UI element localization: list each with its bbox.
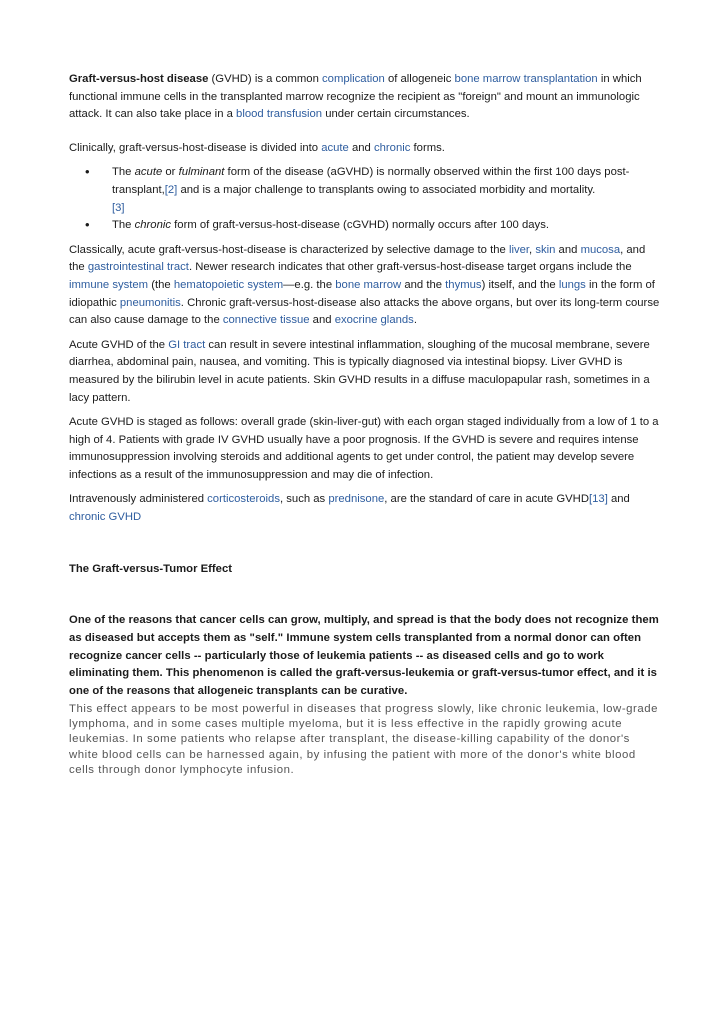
citation-link-3[interactable]: [3]: [112, 201, 125, 214]
link-pneumonitis[interactable]: pneumonitis: [119, 296, 181, 309]
link-skin[interactable]: skin: [535, 243, 556, 256]
classification-paragraph: Clinically, graft-versus-host-disease is divided into acute and chronic forms.: [69, 141, 445, 154]
citation-link-13[interactable]: [13]: [588, 493, 608, 506]
intro-paragraph: Graft-versus-host disease (GVHD) is a common complication of allogeneic bone marrow transplantation in which functional immune cells in the transplanted marrow recognize the recipient as "foreign" and mount an immunologic attack. It can also take place in a blood transfusion under certain circumstances.: [69, 73, 642, 121]
bullet-icon: •: [85, 164, 90, 180]
link-chronic[interactable]: chronic: [373, 141, 411, 154]
link-complication[interactable]: complication: [322, 73, 385, 85]
gvt-bold-paragraph: One of the reasons that cancer cells can grow, multiply, and spread is that the body does not recognize them as diseased but accepts them as "self." Immune system cells transplanted from a normal donor can often recognize cancer cells -- particularly those of leukemia patients -- as diseased cells and go to work eliminating them. This phenomenon is called the graft-versus-leukemia or graft-versus-tumor effect, and it is one of the reasons that allogeneic transplants can be curative.: [69, 614, 659, 698]
link-blood-transfusion[interactable]: blood transfusion: [236, 108, 323, 121]
bullet-icon: •: [85, 217, 90, 233]
link-mucosa[interactable]: mucosa: [580, 243, 621, 256]
link-prednisone[interactable]: prednisone: [328, 493, 385, 506]
staging-paragraph: Acute GVHD is staged as follows: overall grade (skin-liver-gut) with each organ staged individually from a low of 1 to a high of 4. Patients with grade IV GVHD usually have a poor prognosis. If the GVHD is severe and requires intense immunosuppression involving steroids and additional agents to get under control, the patient may develop severe infections as a result of the immunosuppression and may die of infection.: [69, 416, 659, 481]
citation-link-2[interactable]: [2]: [164, 183, 178, 196]
link-gi-tract[interactable]: GI tract: [168, 338, 206, 351]
target-organs-paragraph: Classically, acute graft-versus-host-disease is characterized by selective damage to the liver, skin and mucosa, and the gastrointestinal tract. Newer research indicates that other graft-versus-host-disease target organs include the immune system (the hematopoietic system—e.g. the bone marrow and the thymus) itself, and the lungs in the form of idiopathic pneumonitis. Chronic graft-versus-host-disease also attacks the above organs, but over its long-term course can also cause damage to the connective tissue and exocrine glands.: [69, 243, 660, 327]
gvhd-term: Graft-versus-host disease: [69, 73, 209, 85]
forms-list: [69, 164, 661, 234]
link-chronic-gvhd[interactable]: chronic GVHD: [69, 511, 142, 524]
link-exocrine-glands[interactable]: exocrine glands: [334, 314, 414, 327]
link-thymus[interactable]: thymus: [445, 278, 482, 291]
link-hematopoietic-system[interactable]: hematopoietic system: [173, 278, 284, 291]
link-bone-marrow[interactable]: bone marrow: [335, 278, 402, 291]
link-lungs[interactable]: lungs: [558, 278, 586, 291]
article-body: [69, 71, 661, 778]
link-gastrointestinal-tract[interactable]: gastrointestinal tract: [87, 261, 189, 274]
link-bone-marrow-transplantation[interactable]: bone marrow transplantation: [454, 73, 598, 85]
list-item-chronic: • The chronic form of graft-versus-host-disease (cGVHD) normally occurs after 100 days.: [85, 217, 549, 233]
gi-tract-paragraph: Acute GVHD of the GI tract can result in severe intestinal inflammation, sloughing of the mucosal membrane, severe diarrhea, abdominal pain, nausea, and vomiting. This is typically diagnosed via intestinal biopsy. Liver GVHD is measured by the bilirubin level in acute patients. Skin GVHD results in a diffuse maculopapular rash, sometimes in a lacy pattern.: [69, 338, 650, 404]
link-corticosteroids[interactable]: corticosteroids: [207, 493, 280, 506]
treatment-paragraph: Intravenously administered corticosteroids, such as prednisone, are the standard of care in acute GVHD[13] and chronic GVHD: [69, 493, 630, 524]
list-item-acute: • The acute or fulminant form of the disease (aGVHD) is normally observed within the first 100 days post-transplant,[2] and is a major challenge to transplants owing to associated morbidity and mortality. [3]: [85, 164, 630, 214]
section-heading: The Graft-versus-Tumor Effect: [69, 562, 232, 575]
link-liver[interactable]: liver: [508, 243, 530, 256]
link-immune-system[interactable]: immune system: [69, 278, 149, 291]
link-connective-tissue[interactable]: connective tissue: [222, 314, 310, 327]
link-acute[interactable]: acute: [321, 141, 349, 154]
gvt-effect-paragraph: This effect appears to be most powerful in diseases that progress slowly, like chronic leukemia, low-grade lymphoma, and in some cases multiple myeloma, but it is less effective in the rapidly growing acute leukemias. In some patients who relapse after transplant, the disease-killing capability of the donor's white blood cells can be harnessed again, by infusing the patient with more of the donor's white blood cells through donor lymphocyte infusion.: [69, 702, 659, 776]
